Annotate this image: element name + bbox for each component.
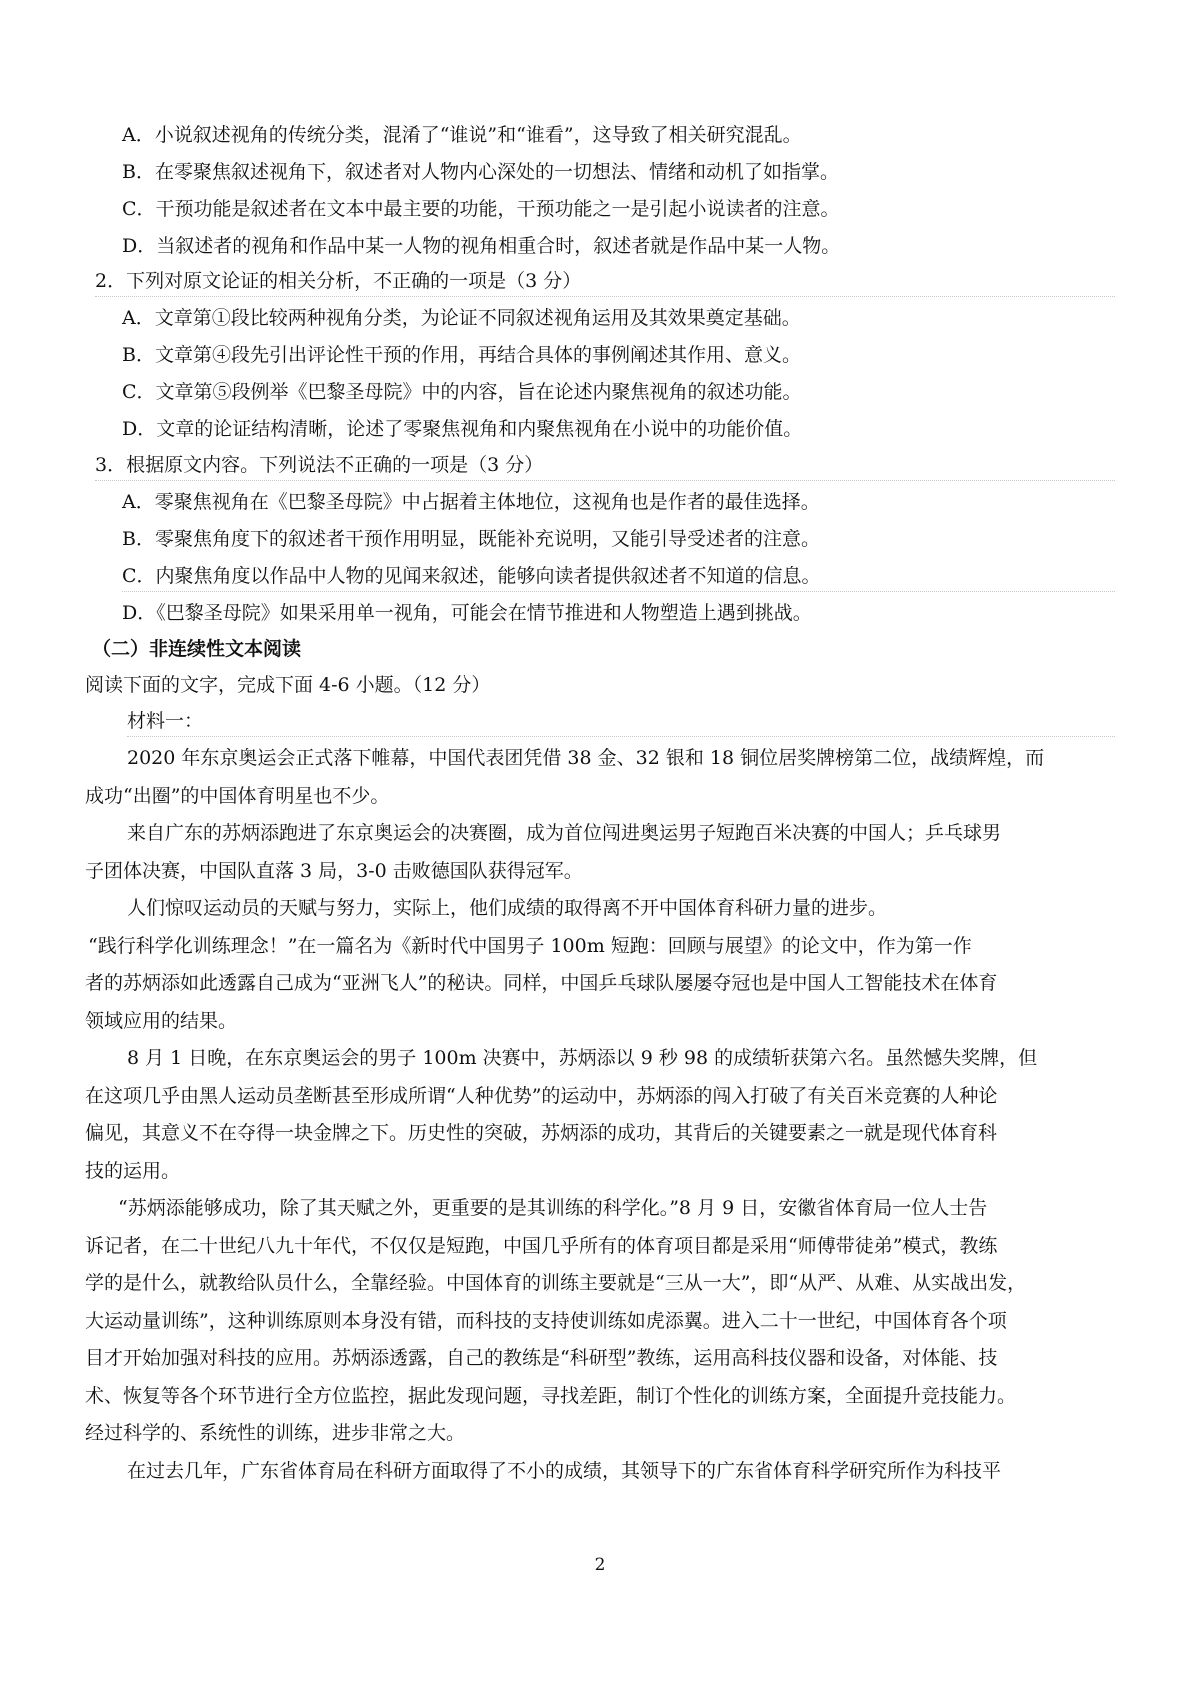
passage-line: 大运动量训练”，这种训练原则本身没有错，而科技的支持使训练如虎添翼。进入二十一世纪，中国体育各个项	[85, 1310, 1007, 1332]
q2-option-d: D．文章的论证结构清晰，论述了零聚焦视角和内聚焦视角在小说中的功能价值。	[122, 418, 803, 440]
q1-option-c: C．干预功能是叙述者在文本中最主要的功能，干预功能之一是引起小说读者的注意。	[122, 198, 840, 220]
q1-option-d: D．当叙述者的视角和作品中某一人物的视角相重合时，叙述者就是作品中某一人物。	[122, 235, 841, 257]
page-number: 2	[594, 1555, 606, 1575]
passage-line: 诉记者，在二十世纪八九十年代，不仅仅是短跑，中国几乎所有的体育项目都是采用“师傅带徒弟”模式，教练	[85, 1235, 998, 1257]
q1-option-b: B．在零聚焦叙述视角下，叙述者对人物内心深处的一切想法、情绪和动机了如指掌。	[122, 161, 839, 183]
material-label: 材料一：	[127, 706, 1115, 737]
passage-line: “苏炳添能够成功，除了其天赋之外，更重要的是其训练的科学化。”8 月 9 日，安徽省体育局一位人士告	[118, 1197, 988, 1219]
q3-option-d: D．《巴黎圣母院》如果采用单一视角，可能会在情节推进和人物塑造上遇到挑战。	[122, 602, 812, 624]
q2-option-a: A．文章第①段比较两种视角分类，为论证不同叙述视角运用及其效果奠定基础。	[122, 307, 801, 329]
passage-line: 在过去几年，广东省体育局在科研方面取得了不小的成绩，其领导下的广东省体育科学研究所作为科技平	[127, 1460, 1002, 1482]
passage-line: 人们惊叹运动员的天赋与努力，实际上，他们成绩的取得离不开中国体育科研力量的进步。	[127, 897, 888, 919]
passage-line: 领域应用的结果。	[85, 1010, 238, 1032]
q3-option-a: A．零聚焦视角在《巴黎圣母院》中占据着主体地位，这视角也是作者的最佳选择。	[122, 491, 820, 513]
q2-option-c: C．文章第⑤段例举《巴黎圣母院》中的内容，旨在论述内聚焦视角的叙述功能。	[122, 381, 802, 403]
q2-option-b: B．文章第④段先引出评论性干预的作用，再结合具体的事例阐述其作用、意义。	[122, 344, 801, 366]
passage-line: 在这项几乎由黑人运动员垄断甚至形成所谓“人种优势”的运动中，苏炳添的闯入打破了有关百米竞赛的人种论	[85, 1085, 998, 1107]
passage-line: 学的是什么，就教给队员什么，全靠经验。中国体育的训练主要就是“三从一大”，即“从严、从难、从实战出发，	[85, 1272, 1027, 1294]
passage-line: 经过科学的、系统性的训练，进步非常之大。	[85, 1422, 466, 1444]
passage-line: 偏见，其意义不在夺得一块金牌之下。历史性的突破，苏炳添的成功，其背后的关键要素之一就是现代体育科	[85, 1122, 998, 1144]
passage-line: 目才开始加强对科技的应用。苏炳添透露，自己的教练是“科研型”教练，运用高科技仪器和设备，对体能、技	[85, 1347, 998, 1369]
passage-line: 者的苏炳添如此透露自己成为“亚洲飞人”的秘诀。同样，中国乒乓球队屡屡夺冠也是中国人工智能技术在体育	[85, 972, 998, 994]
passage-line: “践行科学化训练理念！”在一篇名为《新时代中国男子 100m 短跑：回顾与展望》的论文中，作为第一作	[88, 935, 972, 957]
section-title: （二）非连续性文本阅读	[92, 638, 302, 660]
passage-line: 技的运用。	[85, 1160, 181, 1182]
passage-line: 8 月 1 日晚，在东京奥运会的男子 100m 决赛中，苏炳添以 9 秒 98 的成绩斩获第六名。虽然憾失奖牌，但	[127, 1047, 1038, 1069]
passage-line: 成功“出圈”的中国体育明星也不少。	[85, 785, 390, 807]
q2-stem: 2．下列对原文论证的相关分析，不正确的一项是（3 分）	[95, 266, 1115, 297]
q3-stem: 3．根据原文内容。下列说法不正确的一项是（3 分）	[95, 450, 1115, 481]
passage-line: 术、恢复等各个环节进行全方位监控，据此发现问题，寻找差距，制订个性化的训练方案，全面提升竞技能力。	[85, 1385, 1017, 1407]
q3-option-b: B．零聚焦角度下的叙述者干预作用明显，既能补充说明，又能引导受述者的注意。	[122, 528, 820, 550]
instruction: 阅读下面的文字，完成下面 4-6 小题。（12 分）	[85, 674, 491, 696]
q3-option-c: C．内聚焦角度以作品中人物的见闻来叙述，能够向读者提供叙述者不知道的信息。	[122, 561, 1115, 592]
passage-line: 2020 年东京奥运会正式落下帷幕，中国代表团凭借 38 金、32 银和 18 铜位居奖牌榜第二位，战绩辉煌，而	[127, 747, 1045, 769]
q1-option-a: A．小说叙述视角的传统分类，混淆了“谁说”和“谁看”，这导致了相关研究混乱。	[122, 124, 802, 146]
passage-line: 来自广东的苏炳添跑进了东京奥运会的决赛圈，成为首位闯进奥运男子短跑百米决赛的中国人；乒乓球男	[127, 822, 1002, 844]
passage-line: 子团体决赛，中国队直落 3 局，3-0 击败德国队获得冠军。	[85, 860, 583, 882]
